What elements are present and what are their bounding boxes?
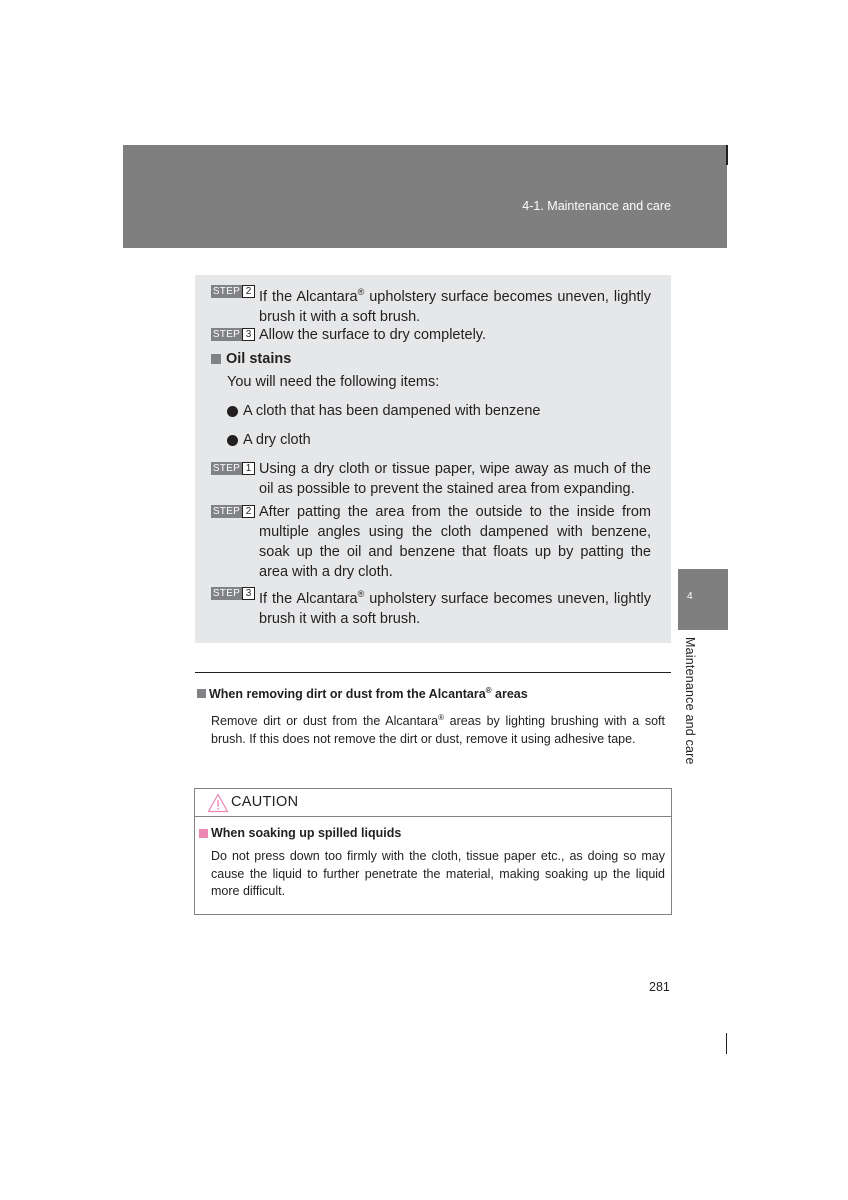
caution-body: Do not press down too firmly with the cloth, tissue paper etc., as doing so may cause the liquid to further penetrate the material, making soaking up the liquid more difficult.	[211, 849, 665, 898]
step-text: If the Alcantara® upholstery surface becomes uneven, lightly brush it with a soft brush.	[259, 287, 651, 325]
bullet-dot-icon	[227, 406, 238, 417]
registered-mark: ®	[357, 589, 365, 599]
section-title: 4-1. Maintenance and care	[522, 199, 671, 213]
chapter-tab[interactable]	[678, 569, 728, 630]
registered-mark: ®	[438, 713, 445, 722]
step-text: After patting the area from the outside to the inside from multiple angles using the cloth dampened with benzene, soak up the oil and benzene that floats up by patting the area with a dry cloth.	[259, 504, 651, 580]
caution-label: CAUTION	[231, 794, 299, 810]
page-number: 281	[649, 980, 670, 994]
section-divider	[195, 672, 671, 673]
step-row	[211, 502, 651, 582]
heading-text: Oil stains	[226, 351, 292, 367]
list-item	[227, 432, 311, 448]
step-badge-number: 1	[242, 462, 255, 475]
caution-heading	[199, 826, 401, 840]
registered-mark: ®	[357, 287, 365, 297]
step-badge-label: STEP	[212, 588, 241, 599]
step-badge-label: STEP	[212, 329, 241, 340]
step-row	[211, 325, 651, 345]
step-badge	[211, 285, 255, 298]
note-heading	[197, 686, 528, 701]
caution-title-bar	[195, 789, 671, 817]
step-row	[211, 584, 651, 629]
note-body: Remove dirt or dust from the Alcantara® areas by lighting brushing with a soft brush. If this does not remove the dirt or dust, remove it using adhesive tape.	[211, 713, 665, 746]
list-item-text: A cloth that has been dampened with benzene	[243, 403, 541, 419]
crop-mark	[726, 1033, 727, 1054]
step-badge-label: STEP	[212, 286, 241, 297]
step-badge	[211, 462, 255, 475]
list-item-text: A dry cloth	[243, 432, 311, 448]
heading-text: When removing dirt or dust from the Alcantara® areas	[209, 686, 528, 702]
step-badge-number: 3	[242, 587, 255, 600]
step-text: If the Alcantara® upholstery surface becomes uneven, lightly brush it with a soft brush.	[259, 589, 651, 627]
chapter-header-band	[123, 145, 727, 248]
step-badge	[211, 505, 255, 518]
chapter-tab-label: Maintenance and care	[683, 637, 697, 765]
oil-stains-heading	[211, 351, 291, 367]
crop-mark	[726, 145, 728, 165]
step-badge-number: 3	[242, 328, 255, 341]
chapter-number: 4	[687, 591, 693, 602]
step-row	[211, 282, 651, 327]
warning-triangle-icon	[207, 793, 229, 813]
square-bullet-icon	[197, 689, 206, 698]
step-badge	[211, 328, 255, 341]
step-badge-number: 2	[242, 505, 255, 518]
step-badge-number: 2	[242, 285, 255, 298]
items-intro: You will need the following items:	[227, 374, 440, 390]
square-bullet-icon	[211, 354, 221, 364]
step-badge	[211, 587, 255, 600]
step-text: Allow the surface to dry completely.	[259, 327, 486, 343]
caution-box	[194, 788, 672, 915]
list-item	[227, 403, 540, 419]
step-badge-label: STEP	[212, 506, 241, 517]
bullet-dot-icon	[227, 435, 238, 446]
step-badge-label: STEP	[212, 463, 241, 474]
registered-mark: ®	[485, 686, 492, 695]
heading-text: When soaking up spilled liquids	[211, 826, 402, 840]
step-row	[211, 459, 651, 499]
square-bullet-icon	[199, 829, 208, 838]
step-text: Using a dry cloth or tissue paper, wipe away as much of the oil as possible to prevent the stained area from expanding.	[259, 461, 651, 497]
